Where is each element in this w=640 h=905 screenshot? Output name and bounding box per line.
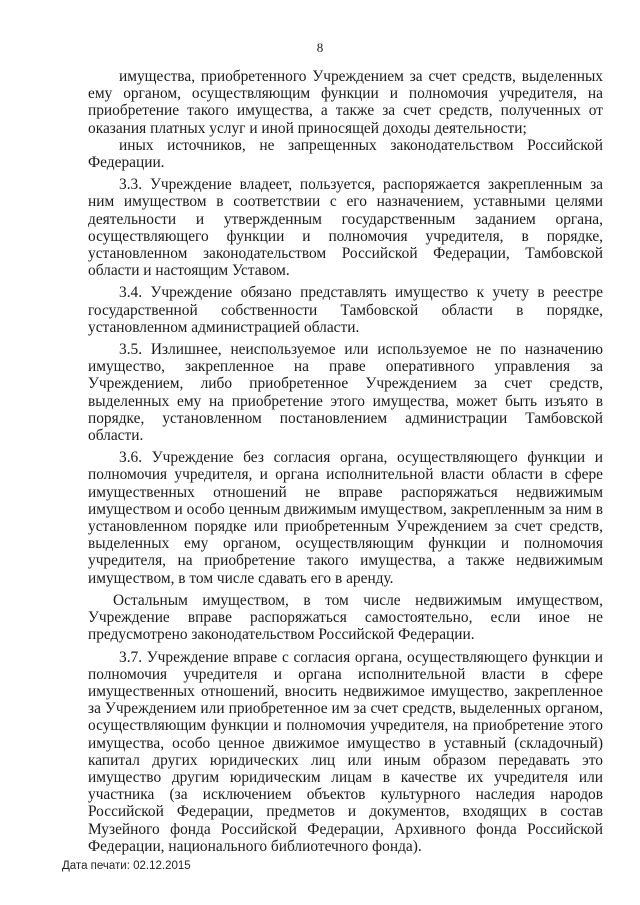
page-number: 8	[316, 40, 324, 55]
paragraph-3-7: 3.7. Учреждение вправе с согласия органа, осуществляющего функции и полномочия учредителя и органа исполнительной власти в сфере имущественных отношений, вносить недвижимое имущество, закрепленное за Учреждением или приобретенное им за счет средств, выделенных органом, осуществляющим функции и полномочия учредителя, на приобретение этого имущества, особо ценное движимое имущество в уставный (складочный) капитал других юридических лиц или иным образом передавать это имущество другим юридическим лицам в качестве их учредителя или участника (за исключением объектов культурного наследия народов Российской Федерации, предметов и документов, входящих в состав Музейного фонда Российской Федерации, Архивного фонда Российской Федерации, национального библиотечного фонда).	[88, 648, 603, 855]
paragraph-3-3: 3.3. Учреждение владеет, пользуется, распоряжается закрепленным за ним имуществом в соответствии с его назначением, уставными целями деятельности и утвержденным государственным заданием органа, осуществляющего функции и полномочия учредителя, в порядке, установленном законодательством Российской Федерации, Тамбовской области и настоящим Уставом.	[88, 176, 603, 280]
document-body	[88, 68, 603, 855]
paragraph-other-sources: иных источников, не запрещенных законодательством Российской Федерации.	[88, 136, 603, 172]
print-date: Дата печати: 02.12.2015	[62, 860, 191, 872]
paragraph-3-5: 3.5. Излишнее, неиспользуемое или используемое не по назначению имущество, закрепленное на праве оперативного управления за Учреждением, либо приобретенное Учреждением за счет средств, выделенных ему на приобретение этого имущества, может быть изъято в порядке, установленном постановлением администрации Тамбовской области.	[88, 341, 603, 445]
paragraph-other-property: Остальным имуществом, в том числе недвижимым имуществом, Учреждение вправе распоряжаться самостоятельно, если иное не предусмотрено законодательством Российской Федерации.	[88, 591, 603, 644]
paragraph-property-acquired: имущества, приобретенного Учреждением за счет средств, выделенных ему органом, осуществляющим функции и полномочия учредителя, на приобретение такого имущества, а также за счет средств, полученных от оказания платных услуг и иной приносящей доходы деятельности;	[88, 68, 603, 137]
paragraph-3-4: 3.4. Учреждение обязано представлять имущество к учету в реестре государственной собственности Тамбовской области в порядке, установленном администрацией области.	[88, 284, 603, 336]
paragraph-3-6: 3.6. Учреждение без согласия органа, осуществляющего функции и полномочия учредителя, и органа исполнительной власти области в сфере имущественных отношений не вправе распоряжаться недвижимым имуществом и особо ценным движимым имуществом, закрепленным за ним в установленном порядке или приобретенным Учреждением за счет средств, выделенных ему органом, осуществляющим функции и полномочия учредителя, на приобретение такого имущества, а также недвижимым имуществом, в том числе сдавать его в аренду.	[88, 449, 603, 587]
